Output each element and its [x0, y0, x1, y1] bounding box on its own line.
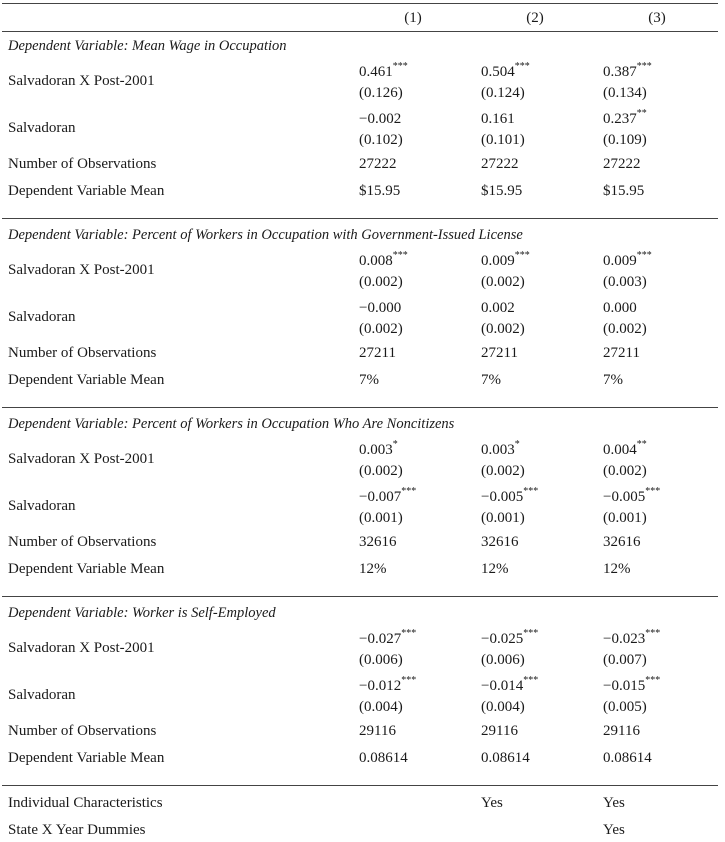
row-label: Dependent Variable Mean	[8, 183, 165, 199]
coefficient: 0.009***	[481, 250, 530, 269]
observation-count: 27222	[481, 156, 519, 172]
standard-error: (0.004)	[481, 699, 525, 715]
significance-stars: ***	[523, 675, 539, 686]
footer-label: State X Year Dummies	[8, 822, 146, 838]
panel-title: Dependent Variable: Percent of Workers in Occupation with Government-Issued License	[8, 227, 523, 243]
standard-error: (0.126)	[359, 85, 403, 101]
table-top-rule	[2, 3, 718, 4]
standard-error: (0.001)	[359, 510, 403, 526]
panel-rule	[2, 218, 718, 219]
row-label: Dependent Variable Mean	[8, 372, 165, 388]
significance-stars: ***	[523, 628, 539, 639]
standard-error: (0.002)	[481, 274, 525, 290]
column-header: (3)	[648, 10, 666, 26]
row-label: Number of Observations	[8, 723, 157, 739]
row-label: Salvadoran	[8, 687, 76, 703]
standard-error: (0.003)	[603, 274, 647, 290]
coefficient: 0.237**	[603, 108, 647, 127]
row-label: Number of Observations	[8, 345, 157, 361]
control-indicator: Yes	[603, 795, 625, 811]
significance-stars: ***	[645, 628, 661, 639]
coefficient: 0.504***	[481, 61, 530, 80]
panel-rule	[2, 596, 718, 597]
observation-count: 29116	[481, 723, 518, 739]
significance-stars: ***	[523, 486, 539, 497]
standard-error: (0.102)	[359, 132, 403, 148]
significance-stars: ***	[392, 61, 408, 72]
coefficient: 0.161	[481, 111, 515, 127]
coefficient: −0.005***	[481, 486, 539, 505]
coefficient: 0.004**	[603, 439, 647, 458]
coefficient: −0.002	[359, 111, 402, 127]
standard-error: (0.005)	[603, 699, 647, 715]
standard-error: (0.002)	[603, 321, 647, 337]
row-label: Salvadoran X Post-2001	[8, 262, 155, 278]
significance-stars: *	[392, 439, 398, 450]
standard-error: (0.002)	[359, 274, 403, 290]
coefficient: 0.461***	[359, 61, 408, 80]
dependent-mean: 12%	[481, 561, 509, 577]
standard-error: (0.101)	[481, 132, 525, 148]
standard-error: (0.001)	[481, 510, 525, 526]
standard-error: (0.006)	[359, 652, 403, 668]
standard-error: (0.002)	[359, 463, 403, 479]
standard-error: (0.002)	[481, 463, 525, 479]
row-label: Dependent Variable Mean	[8, 561, 165, 577]
observation-count: 27211	[481, 345, 518, 361]
row-label: Salvadoran	[8, 120, 76, 136]
coefficient: 0.008***	[359, 250, 408, 269]
standard-error: (0.002)	[481, 321, 525, 337]
standard-error: (0.124)	[481, 85, 525, 101]
significance-stars: **	[636, 439, 647, 450]
control-indicator: Yes	[481, 795, 503, 811]
coefficient: −0.007***	[359, 486, 417, 505]
significance-stars: ***	[636, 61, 652, 72]
standard-error: (0.002)	[359, 321, 403, 337]
significance-stars: ***	[636, 250, 652, 261]
standard-error: (0.004)	[359, 699, 403, 715]
dependent-mean: 7%	[603, 372, 623, 388]
row-label: Salvadoran X Post-2001	[8, 73, 155, 89]
column-header: (2)	[526, 10, 544, 26]
coefficient: −0.014***	[481, 675, 539, 694]
standard-error: (0.001)	[603, 510, 647, 526]
significance-stars: ***	[392, 250, 408, 261]
panel-title: Dependent Variable: Worker is Self-Employed	[8, 605, 276, 621]
standard-error: (0.006)	[481, 652, 525, 668]
observation-count: 29116	[359, 723, 396, 739]
significance-stars: ***	[645, 675, 661, 686]
panel-title: Dependent Variable: Percent of Workers in Occupation Who Are Noncitizens	[8, 416, 455, 432]
observation-count: 32616	[359, 534, 397, 550]
coefficient: 0.003*	[481, 439, 520, 458]
significance-stars: ***	[514, 61, 530, 72]
coefficient: −0.012***	[359, 675, 417, 694]
coefficient: −0.015***	[603, 675, 661, 694]
coefficient: −0.023***	[603, 628, 661, 647]
significance-stars: ***	[401, 628, 417, 639]
dependent-mean: 7%	[481, 372, 501, 388]
dependent-mean: 0.08614	[481, 750, 530, 766]
coefficient: −0.000	[359, 300, 402, 316]
coefficient: 0.002	[481, 300, 515, 316]
significance-stars: ***	[401, 675, 417, 686]
footer-label: Individual Characteristics	[8, 795, 163, 811]
coefficient: 0.000	[603, 300, 637, 316]
observation-count: 32616	[603, 534, 641, 550]
significance-stars: ***	[401, 486, 417, 497]
observation-count: 27222	[359, 156, 397, 172]
header-rule	[2, 31, 718, 32]
panel-rule	[2, 785, 718, 786]
coefficient: 0.009***	[603, 250, 652, 269]
dependent-mean: 12%	[603, 561, 631, 577]
coefficient: −0.027***	[359, 628, 417, 647]
coefficient: −0.005***	[603, 486, 661, 505]
dependent-mean: 7%	[359, 372, 379, 388]
row-label: Salvadoran X Post-2001	[8, 640, 155, 656]
dependent-mean: $15.95	[603, 183, 645, 199]
significance-stars: *	[514, 439, 520, 450]
standard-error: (0.109)	[603, 132, 647, 148]
observation-count: 27222	[603, 156, 641, 172]
standard-error: (0.002)	[603, 463, 647, 479]
row-label: Salvadoran X Post-2001	[8, 451, 155, 467]
row-label: Number of Observations	[8, 156, 157, 172]
dependent-mean: 0.08614	[359, 750, 408, 766]
dependent-mean: $15.95	[481, 183, 523, 199]
panel-title: Dependent Variable: Mean Wage in Occupation	[8, 38, 287, 54]
coefficient: 0.003*	[359, 439, 398, 458]
panel-rule	[2, 407, 718, 408]
dependent-mean: 0.08614	[603, 750, 652, 766]
observation-count: 27211	[603, 345, 640, 361]
significance-stars: ***	[645, 486, 661, 497]
dependent-mean: $15.95	[359, 183, 401, 199]
coefficient: 0.387***	[603, 61, 652, 80]
dependent-mean: 12%	[359, 561, 387, 577]
column-header: (1)	[404, 10, 422, 26]
observation-count: 27211	[359, 345, 396, 361]
standard-error: (0.134)	[603, 85, 647, 101]
significance-stars: ***	[514, 250, 530, 261]
observation-count: 32616	[481, 534, 519, 550]
row-label: Dependent Variable Mean	[8, 750, 165, 766]
row-label: Salvadoran	[8, 309, 76, 325]
standard-error: (0.007)	[603, 652, 647, 668]
row-label: Salvadoran	[8, 498, 76, 514]
coefficient: −0.025***	[481, 628, 539, 647]
observation-count: 29116	[603, 723, 640, 739]
significance-stars: **	[636, 108, 647, 119]
control-indicator: Yes	[603, 822, 625, 838]
row-label: Number of Observations	[8, 534, 157, 550]
